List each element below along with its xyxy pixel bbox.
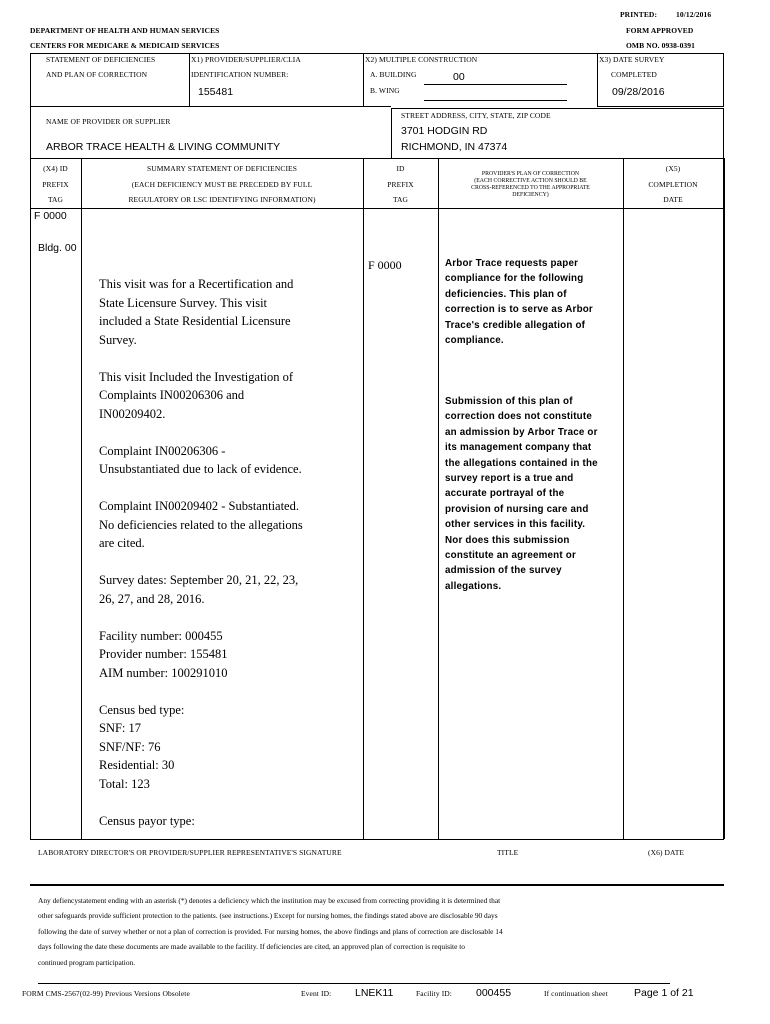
plan-of-correction-2: Submission of this plan of correction does not constitute an admission by Arbor Trace or its management company that the allegations contained in the survey report is a true and accurate portrayal of the provision of nursing care and other services in this facility. Nor does this submission constitute an agreement or admission of the survey allegations.	[445, 396, 598, 592]
continuation-label: If continuation sheet	[544, 989, 608, 998]
centers-name: CENTERS FOR MEDICARE & MEDICAID SERVICES	[30, 41, 220, 50]
x3-label: X3) DATE SURVEY	[599, 55, 665, 64]
page-number: Page 1 of 21	[634, 987, 694, 999]
statement-label-1: STATEMENT OF DEFICIENCIES	[46, 55, 156, 64]
id-header-3: TAG	[392, 195, 409, 204]
x4-header-3: TAG	[47, 195, 64, 204]
printed-label: PRINTED:	[620, 10, 658, 19]
summary-statement: This visit was for a Recertification and State Licensure Survey. This visit included a State Residential Licensure Survey. This visit Included the Investigation of Complaints IN00206306 and IN00209402. Complaint IN00206306 - Unsubstantiated due to lack of evidence. Complaint IN00209402 - Substantiated. No deficiencies related to the allegations are cited. Survey dates: September 20, 21, 22, 23, 26, 27, and 28, 2016. Facility number: 000455 Provider number: 155481 AIM number: 100291010 Census bed type: SNF: 17 SNF/NF: 76 Residential: 30 Total: 123 Census payor type:	[99, 277, 303, 828]
x2-label: X2) MULTIPLE CONSTRUCTION	[365, 55, 478, 64]
summary-header-1: SUMMARY STATEMENT OF DEFICIENCIES	[146, 164, 297, 173]
id-header-2: PREFIX	[387, 180, 414, 189]
id-header-1: ID	[396, 164, 405, 173]
form-approved: FORM APPROVED	[626, 26, 694, 35]
event-id-label: Event ID:	[301, 989, 332, 998]
summary-header-2: (EACH DEFICIENCY MUST BE PRECEDED BY FULL	[131, 180, 313, 189]
building-label: A. BUILDING	[370, 70, 417, 79]
date-label: (X6) DATE	[648, 848, 685, 857]
form-number: FORM CMS-2567(02-99) Previous Versions Obsolete	[22, 989, 190, 998]
department-name: DEPARTMENT OF HEALTH AND HUMAN SERVICES	[30, 26, 220, 35]
provider-name: ARBOR TRACE HEALTH & LIVING COMMUNITY	[46, 141, 281, 153]
x5-header-3: DATE	[663, 195, 683, 204]
x1-value: 155481	[198, 86, 234, 98]
summary-header-3: REGULATORY OR LSC IDENTIFYING INFORMATION)	[128, 195, 316, 204]
x4-header-2: PREFIX	[42, 180, 69, 189]
x1-label: X1) PROVIDER/SUPPLIER/CLIA	[191, 55, 301, 64]
x5-header-1: (X5)	[665, 164, 681, 173]
building-tag: Bldg. 00	[38, 242, 77, 254]
facility-id-label: Facility ID:	[416, 989, 452, 998]
signature-label: LABORATORY DIRECTOR'S OR PROVIDER/SUPPLIER REPRESENTATIVE'S SIGNATURE	[38, 848, 342, 857]
wing-label: B. WING	[370, 86, 400, 95]
address-line-1: 3701 HODGIN RD	[401, 125, 488, 137]
address-label: STREET ADDRESS, CITY, STATE, ZIP CODE	[401, 111, 551, 120]
x3-label-2: COMPLETED	[611, 70, 657, 79]
x5-header-2: COMPLETION	[648, 180, 698, 189]
event-id-value: LNEK11	[355, 987, 394, 999]
tag-left: F 0000	[34, 210, 67, 222]
address-line-2: RICHMOND, IN 47374	[401, 141, 508, 153]
provider-label: NAME OF PROVIDER OR SUPPLIER	[46, 117, 171, 126]
statement-label-2: AND PLAN OF CORRECTION	[46, 70, 148, 79]
x3-value: 09/28/2016	[612, 86, 665, 98]
x1-label-2: IDENTIFICATION NUMBER:	[191, 70, 289, 79]
tag-right: F 0000	[368, 258, 402, 272]
building-value: 00	[453, 71, 465, 83]
omb-number: OMB NO. 0938-0391	[626, 41, 695, 50]
poc-header: PROVIDER'S PLAN OF CORRECTION (EACH CORRECTIVE ACTION SHOULD BE CROSS-REFERENCED TO THE APPROPRIATE DEFICIENCY)	[471, 171, 590, 198]
printed-date: 10/12/2016	[676, 10, 712, 19]
x4-header-1: (X4) ID	[43, 164, 68, 173]
disclaimer: Any defiencystatement ending with an asterisk (*) denotes a deficiency which the institution may be excused from correcting providing it is determined that other safeguards provide sufficient protection to the patients. (see instructions.) Except for nursing homes, the findings stated above are disclosable 90 days following the date of survey whether or not a plan of correction is provided. For nursing homes, the above findings and plans of correction are disclosable 14 days following the date these documents are made available to the facility. If deficiencies are cited, an approved plan of correction is requisite to continued program participation.	[38, 896, 503, 967]
facility-id-value: 000455	[476, 987, 512, 999]
title-label: TITLE	[497, 848, 519, 857]
plan-of-correction-1: Arbor Trace requests paper compliance for the following deficiencies. This plan of correction is to serve as Arbor Trace's credible allegation of compliance.	[445, 258, 593, 347]
